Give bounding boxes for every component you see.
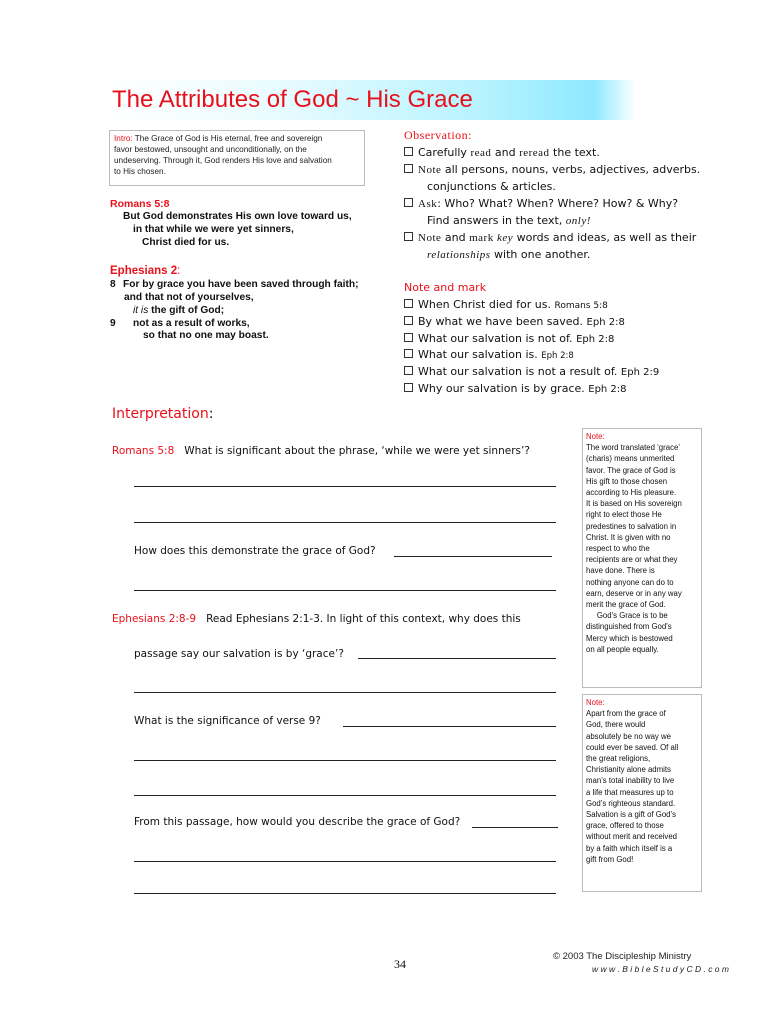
observation-item-2: Note all persons, nouns, verbs, adjectives, adverbs. [404, 163, 700, 176]
side-note-heading: Note: [586, 698, 605, 707]
copyright: © 2003 The Discipleship Ministry [553, 951, 692, 962]
eph-line-4: not as a result of works, [133, 318, 250, 329]
eph-line-3: it is the gift of God; [133, 305, 225, 316]
checkbox-icon [404, 349, 413, 358]
romans-line-2: in that while we were yet sinners, [133, 224, 294, 235]
side-note-heading: Note: [586, 432, 605, 441]
romans-line-1: But God demonstrates His own love toward us, [123, 211, 352, 222]
romans-line-3: Christ died for us. [142, 237, 230, 248]
question-verse-9: What is the significance of verse 9? [134, 715, 321, 727]
checkbox-icon [404, 383, 413, 392]
answer-line-6[interactable] [134, 692, 556, 693]
intro-box [109, 130, 365, 186]
eph-line-1: For by grace you have been saved through faith; [123, 279, 359, 290]
answer-line-3[interactable] [394, 556, 552, 557]
checkbox-icon [404, 232, 413, 241]
intro-line-3: undeserving. Through it, God renders His love and salvation [114, 156, 332, 165]
note-mark-item-1: When Christ died for us. Romans 5:8 [404, 298, 608, 311]
interpretation-heading: Interpretation: [112, 406, 214, 422]
observation-item-4-cont: relationships with one another. [427, 248, 591, 261]
intro-line-1: The Grace of God is His eternal, free and sovereign [132, 134, 323, 143]
eph-verse-8: 8 [110, 279, 116, 290]
question-demonstrate: How does this demonstrate the grace of God? [134, 545, 376, 557]
note-mark-item-5: What our salvation is not a result of. Eph 2:9 [404, 365, 659, 378]
question-romans: Romans 5:8 What is significant about the phrase, ‘while we were yet sinners’? [112, 445, 530, 457]
observation-item-2-cont: conjunctions & articles. [427, 180, 556, 193]
checkbox-icon [404, 333, 413, 342]
note-mark-item-6: Why our salvation is by grace. Eph 2:8 [404, 382, 627, 395]
question-describe: From this passage, how would you describe the grace of God? [134, 816, 461, 828]
answer-line-2[interactable] [134, 522, 556, 523]
side-note-grace: Note: The word translated ‘grace’ (charis) means unmerited favor. The grace of God is His gift to those chosen according to His pleasure. It is based on His sovereign right to elect those He predestines to salvation in Christ. It is given with no respect to who the recipients are or what they have done. There is nothing anyone can do to earn, deserve or in any way merit the grace of God. God’s Grace is to be distinguished from God’s Mercy which is bestowed on all people equally. [582, 428, 702, 688]
page-title: The Attributes of God ~ His Grace [112, 86, 473, 113]
answer-line-1[interactable] [134, 486, 556, 487]
eph-line-2: and that not of yourselves, [124, 292, 254, 303]
answer-line-8[interactable] [134, 760, 556, 761]
website-url: w w w . B i b l e S t u d y C D . c o m [592, 964, 729, 974]
observation-heading: Observation: [404, 128, 472, 142]
observation-item-3-cont: Find answers in the text, only! [427, 214, 591, 227]
question-ephesians-cont: passage say our salvation is by ‘grace’? [134, 648, 344, 660]
answer-line-4[interactable] [134, 590, 556, 591]
note-mark-item-2: By what we have been saved. Eph 2:8 [404, 315, 625, 328]
answer-line-10[interactable] [472, 827, 558, 828]
romans-ref: Romans 5:8 [110, 198, 170, 210]
ephesians-ref: Ephesians 2: [110, 265, 181, 277]
answer-line-5[interactable] [358, 658, 556, 659]
note-mark-item-3: What our salvation is not of. Eph 2:8 [404, 332, 614, 345]
checkbox-icon [404, 366, 413, 375]
answer-line-11[interactable] [134, 861, 556, 862]
question-ephesians: Ephesians 2:8-9 Read Ephesians 2:1-3. In light of this context, why does this [112, 613, 521, 625]
note-mark-heading: Note and mark [404, 281, 487, 294]
checkbox-icon [404, 164, 413, 173]
observation-item-3: Ask: Who? What? When? Where? How? & Why? [404, 197, 678, 210]
eph-verse-9: 9 [110, 318, 116, 329]
intro-line-4: to His chosen. [114, 167, 166, 176]
answer-line-9[interactable] [134, 795, 556, 796]
checkbox-icon [404, 316, 413, 325]
side-note-salvation: Note: Apart from the grace of God, there would absolutely be no way we could ever be saved. Of all the great religions, Christianity alone admits man’s total inability to live a life that measures up to God’s righteous standard. Salvation is a gift of God’s grace, offered to those without merit and received by a faith which itself is a gift from God! [582, 694, 702, 892]
checkbox-icon [404, 147, 413, 156]
answer-line-7[interactable] [343, 726, 556, 727]
intro-line-2: favor bestowed, unsought and unconditionally, on the [114, 145, 307, 154]
intro-label: Intro: [114, 134, 133, 143]
answer-line-12[interactable] [134, 893, 556, 894]
checkbox-icon [404, 299, 413, 308]
eph-line-5: so that no one may boast. [143, 330, 269, 341]
page-number: 34 [394, 957, 406, 971]
note-mark-item-4: What our salvation is. Eph 2:8 [404, 348, 574, 361]
observation-item-1: Carefully read and reread the text. [404, 146, 600, 159]
observation-item-4: Note and mark key words and ideas, as well as their [404, 231, 696, 244]
checkbox-icon [404, 198, 413, 207]
